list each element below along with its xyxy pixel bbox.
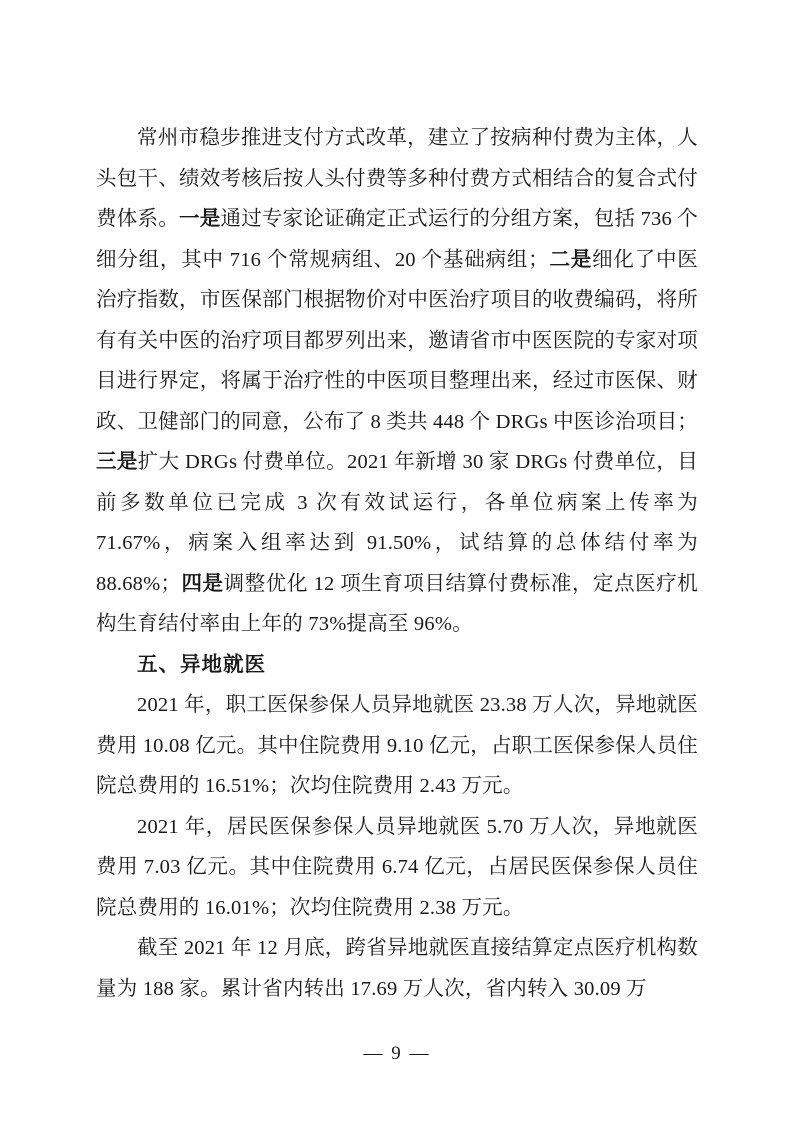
emphasis-run: 三是 — [96, 451, 138, 473]
text-run: 截至 2021 年 12 月底，跨省异地就医直接结算定点医疗机构数量为 188 家。累计省内转出 17.69 万人次，省内转入 30.09 万 — [96, 937, 698, 1000]
section-heading: 五、异地就医 — [137, 653, 266, 676]
document-body — [96, 118, 698, 1009]
text-run: 细化了中医治疗指数，市医保部门根据物价对中医治疗项目的收费编码，将所有有关中医的治疗项目都罗列出来，邀请省市中医医院的专家对项目进行界定，将属于治疗性的中医项目整理出来，经过市医保、财政、卫健部门的同意，公布了 8 类共 448 个 DRGs 中医诊治项目； — [96, 248, 699, 433]
page-number: — 9 — — [363, 1043, 431, 1064]
text-run: 扩大 DRGs 付费单位。2021 年新增 30 家 DRGs 付费单位，目前多数单位已完成 3 次有效试运行，各单位病案上传率为 71.67%，病案入组率达到 91.50%，试结算的总体结付率为 88.68%； — [96, 451, 699, 595]
text-run: 通过专家论证确定正式运行的分组方案，包括 736 个细分组，其中 716 个常规病组、20 个基础病组； — [96, 208, 698, 271]
text-run: 调整优化 12 项生育项目结算付费标准，定点医疗机构生育结付率由上年的 73%提高至 96%。 — [96, 572, 698, 635]
body-paragraph — [96, 118, 698, 645]
text-run: 2021 年，职工医保参保人员异地就医 23.38 万人次，异地就医费用 10.08 亿元。其中住院费用 9.10 亿元，占职工医保参保人员住院总费用的 16.51%；次均住院费用 2.43 万元。 — [96, 694, 698, 797]
body-paragraph — [96, 807, 698, 929]
body-paragraph — [96, 685, 698, 807]
emphasis-run: 二是 — [548, 248, 593, 271]
emphasis-run: 一是 — [178, 208, 221, 230]
body-paragraph — [96, 928, 698, 1009]
emphasis-run: 四是 — [181, 572, 224, 595]
text-run: 常州市稳步推进支付方式改革，建立了按病种付费为主体，人头包干、绩效考核后按人头付费等多种付费方式相结合的复合式付费体系。 — [96, 127, 698, 230]
text-run: 2021 年，居民医保参保人员异地就医 5.70 万人次，异地就医费用 7.03 亿元。其中住院费用 6.74 亿元，占居民医保参保人员住院总费用的 16.01%；次均住院费用 2.38 万元。 — [96, 815, 698, 919]
